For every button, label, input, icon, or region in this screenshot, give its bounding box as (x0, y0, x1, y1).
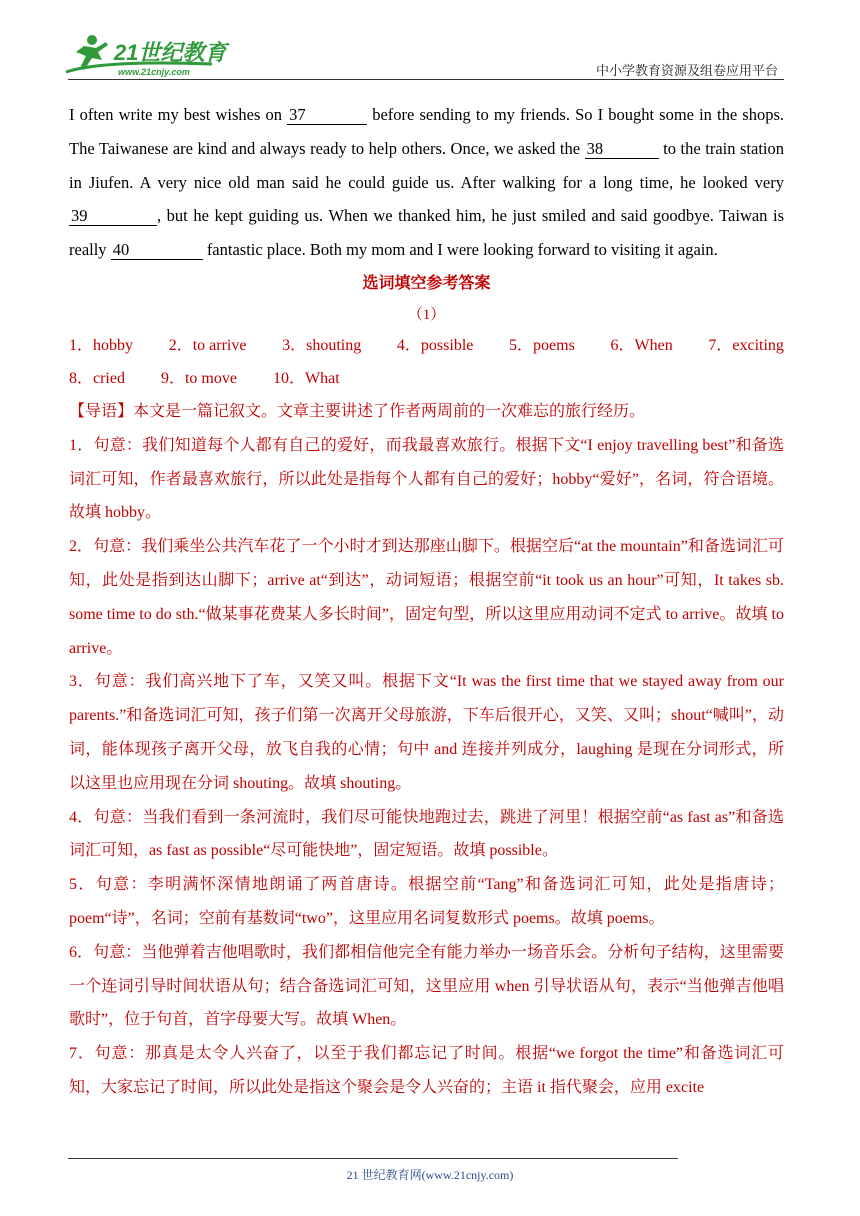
passage-paragraph (69, 98, 784, 267)
runner-logo-icon (62, 30, 242, 80)
logo-title: 21世纪教育 (114, 40, 227, 65)
footer-divider (68, 1158, 678, 1159)
answer-item: 9．to move (160, 369, 237, 387)
explanation-3: 3．句意：我们高兴地下了车，又笑又叫。根据下文“It was the first time that we stayed away from our parents.”和备选词汇可知，孩子们第一次离开父母旅游，下车后很开心，又笑、又叫；shout“喊叫”，动词，能体现孩子离开父母，放飞自我的心情；句中 and 连接并列成分，laughing 是现在分词形式，所以这里也应用现在分词 shouting。故填 shouting。 (69, 673, 784, 792)
passage-text: I often write my best wishes on (69, 105, 283, 124)
answer-item: 3．shouting (282, 336, 362, 354)
page-footer: 21 世纪教育网(www.21cnjy.com) (346, 1168, 514, 1182)
brand-logo (62, 30, 242, 80)
answer-item: 4．possible (396, 336, 474, 354)
answer-item: 10．What (272, 369, 340, 387)
explanation-4: 4．句意：当我们看到一条河流时，我们尽可能快地跑过去，跳进了河里！根据空前“as fast as”和备选词汇可知，as fast as possible“尽可能快地”，固定短语。故填 possible。 (69, 808, 784, 860)
explanation-2: 2．句意：我们乘坐公共汽车花了一个小时才到达那座山脚下。根据空后“at the mountain”和备选词汇可知，此处是指到达山脚下；arrive at“到达”，动词短语；根据空前“it took us an hour”可知，It takes sb. some time to do sth.“做某事花费某人多长时间”，固定句型，所以这里应用动词不定式 to arrive。故填 to arrive。 (69, 538, 784, 657)
page-content (69, 98, 784, 1105)
blank-37: 37 (287, 106, 367, 125)
logo-url: www.21cnjy.com (118, 67, 190, 77)
explanation-6: 6．句意：当他弹着吉他唱歌时，我们都相信他完全有能力举办一场音乐会。分析句子结构，这里需要一个连词引导时间状语从句；结合备选词汇可知，这里应用 when 引导状语从句，表示“当他弹吉他唱歌时”，位于句首，首字母要大写。故填 When。 (69, 943, 784, 1029)
answer-item: 1．hobby (69, 336, 134, 354)
answers-title: 选词填空参考答案 (362, 274, 491, 292)
answer-row-1 (69, 329, 784, 362)
explanation-1: 1．句意：我们知道每个人都有自己的爱好，而我最喜欢旅行。根据下文“I enjoy travelling best”和备选词汇可知，作者最喜欢旅行，所以此处是指每个人都有自己的爱好；hobby“爱好”，名词，符合语境。故填 hobby。 (69, 436, 784, 522)
answer-item: 5．poems (509, 336, 575, 354)
blank-38: 38 (585, 140, 659, 159)
answer-item: 6．When (610, 336, 673, 354)
answer-item: 7．exciting (708, 336, 784, 354)
page-header (0, 0, 860, 90)
answers-intro: 【导语】本文是一篇记叙文。文章主要讲述了作者两周前的一次难忘的旅行经历。 (69, 402, 646, 420)
answer-item: 2．to arrive (168, 336, 247, 354)
passage-text: to the train station in Jiufen. A very nice old man said he could guide us. After walking for a long time, he looked very (69, 138, 785, 192)
platform-tagline: 中小学教育资源及组卷应用平台 (595, 63, 778, 78)
answer-item: 8．cried (69, 369, 125, 387)
explanation-5: 5．句意：李明满怀深情地朗诵了两首唐诗。根据空前“Tang”和备选词汇可知，此处是指唐诗；poem“诗”，名词；空前有基数词“two”，这里应用名词复数形式 poems。故填 poems。 (69, 876, 784, 927)
passage-text: , but he kept guiding us. When we thanked him, he just smiled and said goodbye. Taiwan is really (69, 206, 784, 260)
header-divider (68, 79, 784, 80)
answer-row-2 (69, 362, 784, 395)
passage-text: fantastic place. Both my mom and I were looking forward to visiting it again. (206, 240, 718, 260)
explanation-7: 7．句意：那真是太令人兴奋了，以至于我们都忘记了时间。根据“we forgot the time”和备选词汇可知，大家忘记了时间，所以此处是指这个聚会是令人兴奋的；主语 it 指代聚会，应用 excite (69, 1045, 784, 1096)
answers-section-number: （1） (407, 306, 446, 323)
blank-39: 39 (69, 207, 157, 226)
passage-text: before sending to my friends. So I bought some in the shops. The Taiwanese are kind and always ready to help others. Once, we asked the (69, 105, 785, 158)
blank-40: 40 (111, 241, 203, 260)
